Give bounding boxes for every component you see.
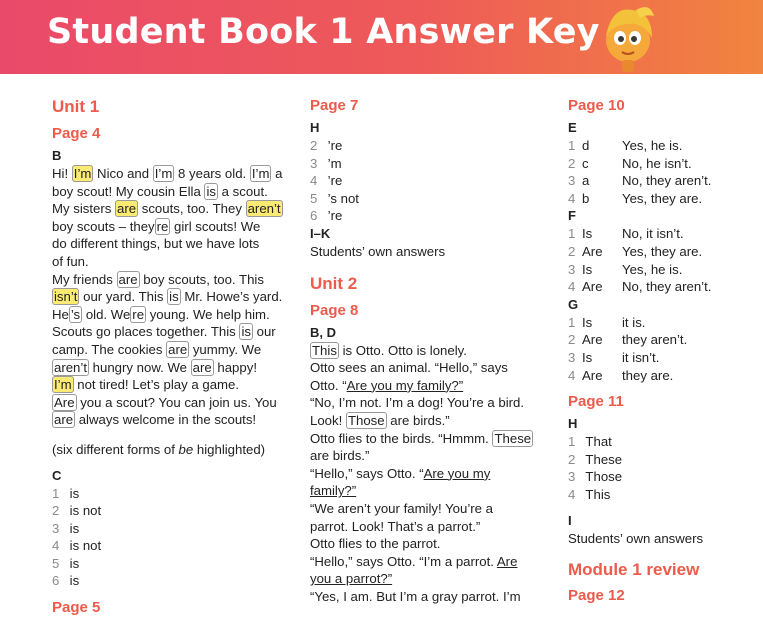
text-segment: do different things, but we have lots [52,236,260,252]
answer-item [52,520,287,538]
text-segment: Otto flies to the birds. “Hmmm. [310,430,493,446]
item-answer: Is [582,226,593,242]
text-segment: are birds.” [386,412,450,428]
text-segment: happy! [213,359,257,375]
circled-word: is [169,289,179,305]
circled-word: re [156,218,169,234]
text-segment: boy scouts – they [52,218,155,234]
text-segment: My friends [52,271,117,287]
item-number: 1 [568,314,576,330]
page-heading: Page 5 [52,599,101,617]
text-segment: old. We [82,306,131,322]
answer-item [568,155,763,173]
text-segment: scouts, too. They [138,201,246,217]
item-number: 2 [568,155,576,171]
column-left [52,96,287,621]
section-letter: H [568,416,578,432]
answer-item [310,172,545,190]
item-number: 4 [568,367,576,383]
item-text: it isn’t. [622,349,660,365]
circled-word: are [118,271,138,287]
answer-list [568,433,763,503]
text-segment: “Hello,” says Otto. “ [310,465,424,481]
item-number: 2 [568,332,576,348]
module-heading: Module 1 review [568,560,700,580]
item-text: That [582,434,612,450]
answer-item [568,243,763,261]
text-line [310,412,545,430]
page-heading: Page 12 [568,587,625,605]
text-segment: are birds.” [310,448,370,464]
text-segment: My sisters [52,201,116,217]
text-line [52,253,287,271]
highlight-note: (six different forms of be highlighted) [52,441,266,457]
underlined-text: you a parrot?” [310,571,393,587]
item-answer: Are [582,367,603,383]
section-letter: I [568,512,572,528]
text-segment: “Yes, I am. But I’m a gray parrot. I’m [310,588,521,604]
text-line [52,165,287,183]
item-text: No, it isn’t. [622,226,684,242]
answer-text: Students’ own answers [568,530,704,546]
answer-item [568,367,763,385]
item-text: This [582,486,611,502]
item-number: 1 [568,138,576,153]
answer-item [568,331,763,349]
text-segment: a [271,166,283,181]
page-heading: Page 8 [310,301,359,319]
text-segment: Otto flies to the parrot. [310,536,441,552]
text-segment: boy scout! My cousin Ella [52,183,205,199]
circled-word: This [312,342,337,358]
item-text: it is. [622,314,646,330]
item-text: No, they aren’t. [622,173,712,189]
answer-list [568,314,763,384]
text-line [310,342,545,360]
item-text: is not [66,503,102,519]
answer-list [310,137,545,225]
story-text [310,342,545,606]
answer-item [52,555,287,573]
text-segment: Mr. Howe’s yard. [180,289,283,305]
underlined-text: Are you my family?” [346,377,464,393]
text-line [52,306,287,324]
answer-list [52,485,287,591]
answer-item [568,137,763,155]
story-text [52,165,287,429]
item-text: Those [582,469,623,485]
text-line [52,376,287,394]
item-text: Yes, they are. [622,243,703,259]
text-segment: Otto sees an animal. “Hello,” says [310,360,508,376]
section-letter: I–K [310,225,331,241]
item-text: ’m [324,155,342,171]
item-number: 2 [568,243,576,259]
text-segment: is Otto. Otto is lonely. [338,342,467,358]
text-line [310,447,545,465]
item-number: 4 [568,486,576,502]
text-line [52,394,287,412]
answer-list [568,137,763,207]
item-text: ’re [324,173,343,189]
text-line [310,500,545,518]
item-answer: c [582,155,589,171]
item-number: 2 [310,138,318,153]
item-number: 4 [310,173,318,189]
answer-item [310,190,545,208]
text-line [310,588,545,606]
text-line [310,465,545,483]
answer-item [568,451,763,469]
text-line [310,553,545,571]
item-answer: Are [582,332,603,348]
item-answer: Are [582,279,603,295]
page-heading: Page 11 [568,393,624,411]
circled-word: I’m [251,166,270,181]
highlighted-word: aren’t [247,201,281,217]
text-segment: girl scouts! We [170,218,261,234]
text-segment: not tired! Let’s play a game. [73,377,240,393]
text-line [52,323,287,341]
text-segment: of fun. [52,253,89,269]
answer-item [52,502,287,520]
text-line [52,271,287,289]
text-line [52,218,287,236]
section-letter: B [52,148,62,163]
circled-word: is [206,183,216,199]
text-segment: young. We help him. [146,306,270,322]
page-heading: Page 7 [310,97,359,114]
circled-word: aren’t [54,359,87,375]
item-number: 3 [568,469,576,485]
text-segment: “We aren’t your family! You’re a [310,500,494,516]
circled-word: Are [54,394,75,410]
section-letter: F [568,208,576,224]
text-segment: yummy. We [189,341,262,357]
answer-item [52,572,287,590]
answer-item [568,261,763,279]
text-segment: our [252,324,276,340]
text-line [52,341,287,359]
text-segment: boy scouts, too. This [139,271,264,287]
text-segment: a scout. [218,183,268,199]
item-number: 3 [52,520,60,536]
underlined-text: Are you my [423,465,491,481]
answer-item [310,155,545,173]
answer-item [568,468,763,486]
mascot-character-icon [592,0,662,74]
item-text: Yes, he is. [622,138,683,153]
item-text: is [66,520,80,536]
page-heading: Page 10 [568,97,625,114]
item-number: 2 [52,503,60,519]
item-number: 5 [310,190,318,206]
circled-word: Those [347,412,385,428]
text-segment: “Hello,” says Otto. “I’m a parrot. [310,553,497,569]
text-line [310,394,545,412]
text-segment: Otto. “ [310,377,347,393]
answer-item [568,314,763,332]
section-letter: C [52,467,62,483]
underlined-text: Are [496,553,518,569]
item-answer: Is [582,261,593,277]
text-line [52,183,287,201]
underlined-text: family?” [310,483,357,499]
text-line [52,359,287,377]
item-number: 3 [568,173,576,189]
item-text: No, he isn’t. [622,155,692,171]
text-line [52,288,287,306]
section-letter: E [568,120,577,135]
answer-text: Students’ own answers [310,243,446,259]
circled-word: are [54,412,74,428]
item-number: 6 [52,573,60,589]
item-text: is [66,573,80,589]
text-line [310,359,545,377]
item-answer: b [582,190,590,206]
item-text: Yes, he is. [622,261,683,277]
section-letter: G [568,296,579,312]
text-line [310,482,545,500]
text-segment: you a scout? You can join us. You [76,394,277,410]
answer-item [568,190,763,208]
item-answer: a [582,173,590,189]
item-answer: d [582,138,590,153]
item-answer: Is [582,349,593,365]
text-line [52,411,287,429]
circled-word: is [241,324,251,340]
text-segment: camp. The cookies [52,341,167,357]
item-text: ’re [324,138,343,153]
item-number: 1 [52,485,60,501]
highlighted-word: I’m [54,377,72,393]
text-line [310,430,545,448]
text-line [52,235,287,253]
item-number: 5 [52,555,60,571]
item-number: 1 [568,434,576,450]
text-segment: always welcome in the scouts! [75,412,257,428]
circled-word: re [132,306,145,322]
answer-item [52,537,287,555]
text-line [310,570,545,588]
highlighted-word: isn’t [54,289,78,305]
highlighted-word: are [117,201,137,217]
answer-list [568,225,763,295]
page-heading: Page 4 [52,125,101,142]
circled-word: ’s [70,306,81,322]
answer-item [310,207,545,225]
item-text: ’s not [324,190,359,206]
header-banner [0,0,763,74]
answer-item [568,433,763,451]
answer-item [568,225,763,243]
text-segment: our yard. This [79,289,168,305]
unit-heading: Unit 1 [52,97,100,116]
answer-item [310,137,545,155]
item-number: 3 [310,155,318,171]
text-segment: Scouts go places together. This [52,324,240,340]
highlighted-word: I’m [73,166,92,181]
text-segment: parrot. Look! That’s a parrot.” [310,518,481,534]
item-text: they are. [622,367,674,383]
text-line [52,200,287,218]
unit-heading: Unit 2 [310,273,358,293]
circled-word: These [494,430,532,446]
answer-item [52,485,287,503]
item-number: 3 [568,261,576,277]
circled-word: I’m [154,166,173,181]
section-letter: H [310,120,320,135]
text-segment: 8 years old. [174,166,250,181]
item-number: 4 [568,279,576,295]
text-segment: hungry now. We [89,359,191,375]
item-text: Yes, they are. [622,190,703,206]
answer-item [568,172,763,190]
answer-item [568,486,763,504]
text-segment: Look! [310,412,346,428]
answer-item [568,278,763,296]
item-text: These [582,451,623,467]
item-answer: Is [582,314,593,330]
item-number: 4 [52,538,60,554]
item-number: 1 [568,226,576,242]
text-line [310,518,545,536]
text-segment: Hi! [52,166,72,181]
item-text: is not [66,538,102,554]
text-line [310,535,545,553]
item-text: No, they aren’t. [622,279,712,295]
item-text: they aren’t. [622,332,688,348]
circled-word: are [192,359,212,375]
text-segment: Nico and [93,166,153,181]
circled-word: are [168,341,188,357]
item-number: 4 [568,190,576,206]
item-text: is [66,555,80,571]
item-answer: Are [582,243,603,259]
item-text: is [66,485,80,501]
column-middle [310,96,545,605]
item-number: 3 [568,349,576,365]
text-segment: “No, I’m not. I’m a dog! You’re a bird. [310,395,525,411]
item-text: ’re [324,208,343,224]
column-right [568,96,763,609]
item-number: 2 [568,451,576,467]
page-title: Student Book 1 Answer Key [47,12,600,52]
answer-item [568,349,763,367]
item-number: 6 [310,208,318,224]
text-segment: He [52,306,69,322]
section-letter: B, D [310,324,336,340]
text-line [310,377,545,395]
